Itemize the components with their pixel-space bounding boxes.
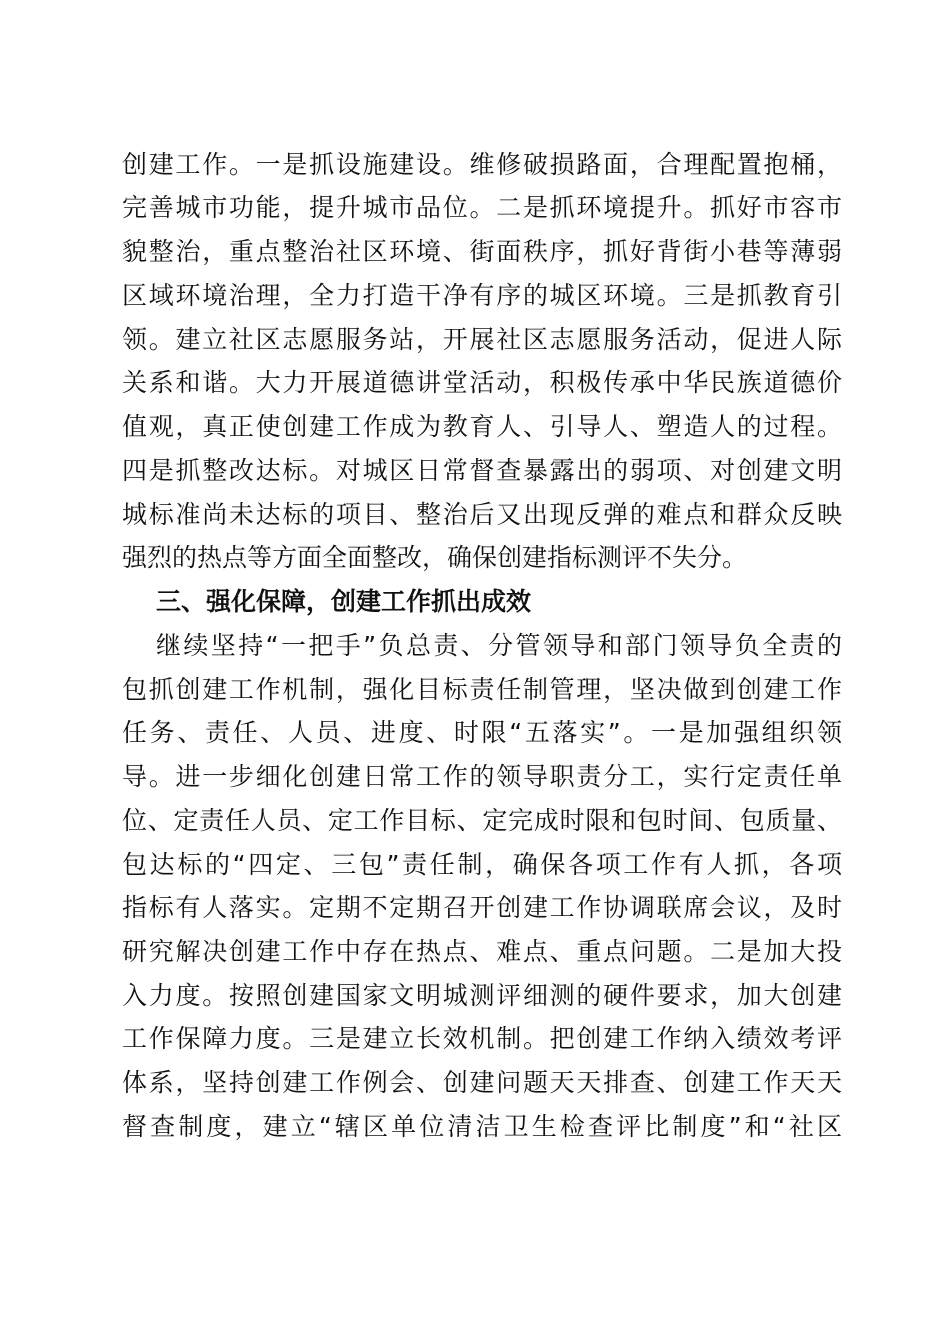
paragraph-2-line-4: 导。进一步细化创建日常工作的领导职责分工，实行定责任单 bbox=[122, 762, 842, 791]
paragraph-2-line-9: 入力度。按照创建国家文明城测评细测的硬件要求，加大创建 bbox=[122, 981, 842, 1010]
paragraph-2-line-3: 任务、责任、人员、进度、时限“五落实”。一是加强组织领 bbox=[122, 718, 842, 747]
paragraph-1-line-10: 强烈的热点等方面全面整改，确保创建指标测评不失分。 bbox=[122, 543, 748, 572]
paragraph-2-line-1: 继续坚持“一把手”负总责、分管领导和部门领导负全责的 bbox=[156, 631, 842, 660]
paragraph-1-line-1: 创建工作。一是抓设施建设。维修破损路面，合理配置抱桶， bbox=[122, 150, 842, 179]
paragraph-1-line-6: 关系和谐。大力开展道德讲堂活动，积极传承中华民族道德价 bbox=[122, 368, 842, 397]
paragraph-2-line-2: 包抓创建工作机制，强化目标责任制管理，坚决做到创建工作 bbox=[122, 675, 842, 704]
paragraph-1-line-4: 区域环境治理，全力打造干净有序的城区环境。三是抓教育引 bbox=[122, 281, 842, 310]
paragraph-2-line-11: 体系，坚持创建工作例会、创建问题天天排查、创建工作天天 bbox=[122, 1068, 842, 1097]
paragraph-1-line-8: 四是抓整改达标。对城区日常督查暴露出的弱项、对创建文明 bbox=[122, 456, 842, 485]
paragraph-2-line-12: 督查制度，建立“辖区单位清洁卫生检查评比制度”和“社区 bbox=[122, 1112, 842, 1141]
paragraph-2-line-5: 位、定责任人员、定工作目标、定完成时限和包时间、包质量、 bbox=[122, 806, 842, 835]
paragraph-1-line-5: 领。建立社区志愿服务站，开展社区志愿服务活动，促进人际 bbox=[122, 325, 842, 354]
section-heading: 三、强化保障，创建工作抓出成效 bbox=[156, 587, 532, 616]
paragraph-2-line-8: 研究解决创建工作中存在热点、难点、重点问题。二是加大投 bbox=[122, 937, 842, 966]
paragraph-1-line-2: 完善城市功能，提升城市品位。二是抓环境提升。抓好市容市 bbox=[122, 193, 842, 222]
paragraph-1-line-7: 值观，真正使创建工作成为教育人、引导人、塑造人的过程。 bbox=[122, 412, 842, 441]
paragraph-2-line-10: 工作保障力度。三是建立长效机制。把创建工作纳入绩效考评 bbox=[122, 1024, 842, 1053]
paragraph-2-line-7: 指标有人落实。定期不定期召开创建工作协调联席会议，及时 bbox=[122, 893, 842, 922]
paragraph-1-line-9: 城标准尚未达标的项目、整治后又出现反弹的难点和群众反映 bbox=[122, 500, 842, 529]
paragraph-2-line-6: 包达标的“四定、三包”责任制，确保各项工作有人抓，各项 bbox=[122, 850, 842, 879]
paragraph-1-line-3: 貌整治，重点整治社区环境、街面秩序，抓好背街小巷等薄弱 bbox=[122, 237, 842, 266]
